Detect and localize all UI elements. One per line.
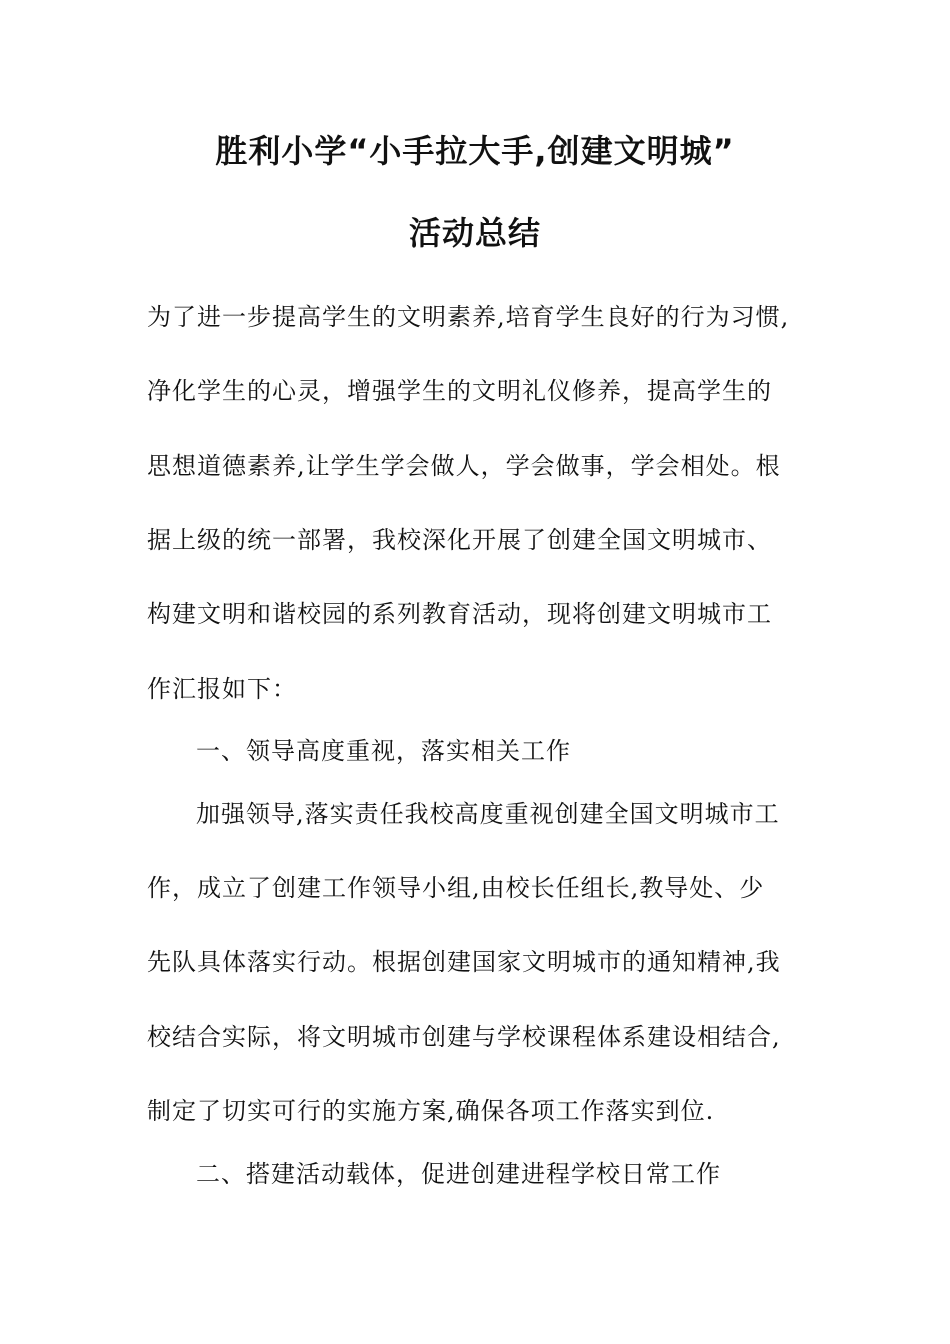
section1-line-3: 先队具体落实行动。根据创建国家文明城市的通知精神,我 bbox=[147, 948, 781, 976]
section2-heading: 二、搭建活动载体，促进创建进程学校日常工作 bbox=[196, 1160, 721, 1188]
section1-line-2: 作，成立了创建工作领导小组,由校长任组长,教导处、少 bbox=[147, 874, 765, 902]
section1-line-5: 制定了切实可行的实施方案,确保各项工作落实到位. bbox=[147, 1097, 715, 1125]
section1-line-4: 校结合实际，将文明城市创建与学校课程体系建设相结合, bbox=[147, 1023, 781, 1051]
section1-heading: 一、领导高度重视，落实相关工作 bbox=[196, 737, 571, 765]
intro-line-6: 作汇报如下： bbox=[147, 675, 297, 703]
document-title-line1: 胜利小学“小手拉大手,创建文明城” bbox=[215, 132, 735, 170]
section1-line-1: 加强领导,落实责任我校高度重视创建全国文明城市工 bbox=[196, 800, 780, 828]
intro-line-4: 据上级的统一部署，我校深化开展了创建全国文明城市、 bbox=[147, 526, 772, 554]
document-title-line2: 活动总结 bbox=[408, 214, 541, 252]
intro-line-2: 净化学生的心灵，增强学生的文明礼仪修养，提高学生的 bbox=[147, 377, 772, 405]
intro-line-3: 思想道德素养,让学生学会做人，学会做事，学会相处。根 bbox=[147, 452, 781, 480]
intro-line-1: 为了进一步提高学生的文明素养,培育学生良好的行为习惯, bbox=[147, 303, 790, 331]
intro-line-5: 构建文明和谐校园的系列教育活动，现将创建文明城市工 bbox=[147, 600, 772, 628]
